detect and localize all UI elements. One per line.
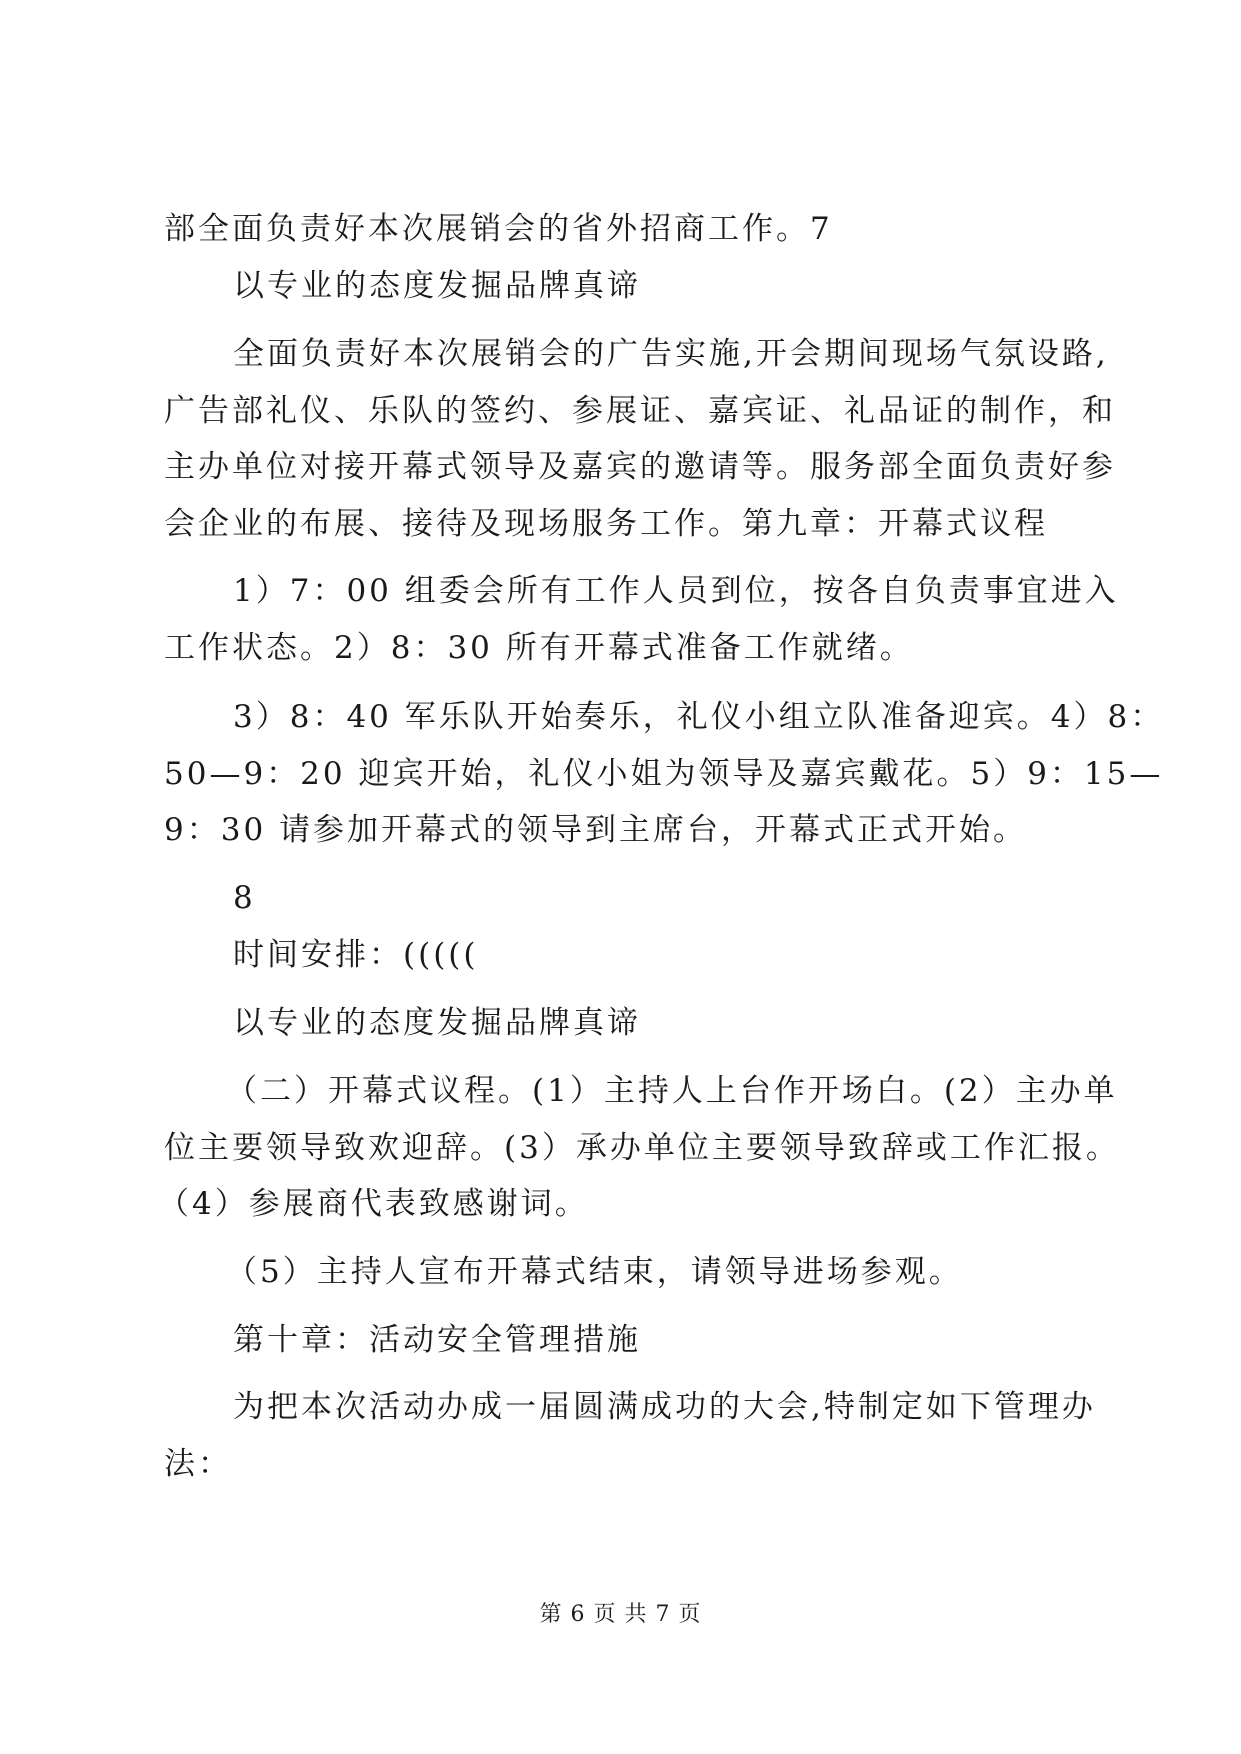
page-footer: 第 6 页 共 7 页 — [539, 1602, 702, 1627]
text-line-14: 以专业的态度发掘品牌真谛 — [233, 1005, 641, 1041]
text-line-3: 全面负责好本次展销会的广告实施,开会期间现场气氛设路, — [233, 336, 1109, 372]
text-line-7: 1）7：00 组委会所有工作人员到位，按各自负责事宜进入 — [233, 573, 1119, 609]
text-line-8: 工作状态。2）8：30 所有开幕式准备工作就绪。 — [164, 630, 914, 666]
text-line-19: 第十章：活动安全管理措施 — [233, 1322, 641, 1358]
text-line-17: （4）参展商代表致感谢词。 — [158, 1186, 589, 1222]
text-line-20: 为把本次活动办成一届圆满成功的大会,特制定如下管理办 — [233, 1389, 1096, 1425]
text-line-10: 50—9：20 迎宾开始，礼仪小姐为领导及嘉宾戴花。5）9：15— — [164, 756, 1164, 792]
text-line-16: 位主要领导致欢迎辞。(3）承办单位主要领导致辞或工作汇报。 — [164, 1130, 1120, 1166]
text-line-15: （二）开幕式议程。(1）主持人上台作开场白。(2）主办单 — [226, 1073, 1118, 1109]
text-line-4: 广告部礼仪、乐队的签约、参展证、嘉宾证、礼品证的制作，和 — [164, 393, 1116, 429]
text-line-2: 以专业的态度发掘品牌真谛 — [233, 268, 641, 304]
text-line-21: 法： — [164, 1446, 232, 1482]
text-line-12: 8 — [233, 880, 256, 916]
text-line-5: 主办单位对接开幕式领导及嘉宾的邀请等。服务部全面负责好参 — [164, 449, 1116, 485]
text-line-13: 时间安排：((((( — [233, 937, 479, 973]
text-line-11: 9：30 请参加开幕式的领导到主席台，开幕式正式开始。 — [164, 812, 1028, 848]
text-line-6: 会企业的布展、接待及现场服务工作。第九章：开幕式议程 — [164, 506, 1048, 542]
text-line-1: 部全面负责好本次展销会的省外招商工作。7 — [164, 211, 833, 247]
text-line-9: 3）8：40 军乐队开始奏乐，礼仪小组立队准备迎宾。4）8： — [233, 699, 1165, 735]
text-line-18: （5）主持人宣布开幕式结束，请领导进场参观。 — [226, 1254, 963, 1290]
